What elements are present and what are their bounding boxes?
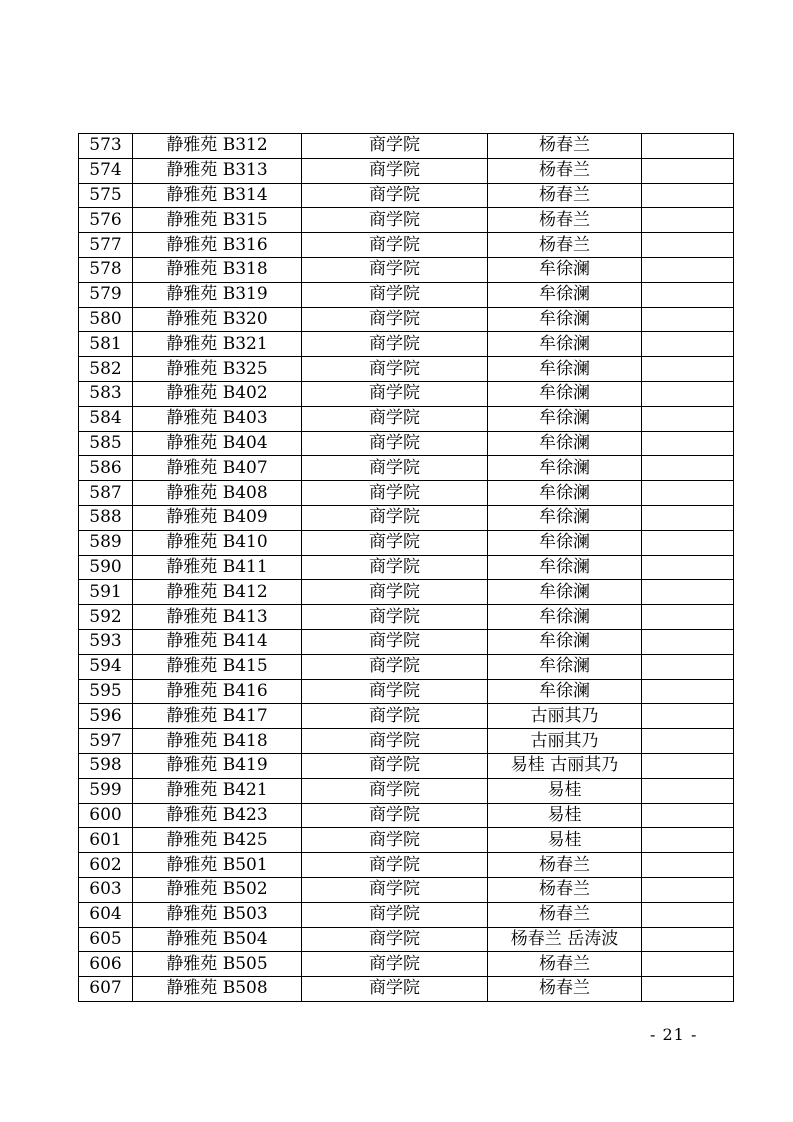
- room-cell: 静雅苑 B414: [133, 629, 302, 654]
- college-cell: 商学院: [302, 183, 488, 208]
- table-row: [79, 853, 734, 878]
- note-cell: [642, 580, 734, 605]
- row-number-cell: 592: [79, 605, 133, 630]
- note-cell: [642, 977, 734, 1002]
- room-cell: 静雅苑 B417: [133, 704, 302, 729]
- note-cell: [642, 704, 734, 729]
- room-cell: 静雅苑 B403: [133, 406, 302, 431]
- row-number-cell: 591: [79, 580, 133, 605]
- room-cell: 静雅苑 B325: [133, 357, 302, 382]
- row-number-cell: 593: [79, 629, 133, 654]
- college-cell: 商学院: [302, 233, 488, 258]
- room-cell: 静雅苑 B416: [133, 679, 302, 704]
- table-row: [79, 753, 734, 778]
- roster-table-body: [79, 134, 734, 1002]
- note-cell: [642, 753, 734, 778]
- row-number-cell: 604: [79, 902, 133, 927]
- row-number-cell: 576: [79, 208, 133, 233]
- table-row: [79, 406, 734, 431]
- staff-cell: 杨春兰: [488, 158, 642, 183]
- row-number-cell: 578: [79, 257, 133, 282]
- note-cell: [642, 778, 734, 803]
- table-row: [79, 729, 734, 754]
- room-cell: 静雅苑 B312: [133, 134, 302, 159]
- table-row: [79, 134, 734, 159]
- note-cell: [642, 332, 734, 357]
- table-row: [79, 877, 734, 902]
- college-cell: 商学院: [302, 208, 488, 233]
- college-cell: 商学院: [302, 406, 488, 431]
- table-row: [79, 927, 734, 952]
- table-row: [79, 530, 734, 555]
- room-cell: 静雅苑 B503: [133, 902, 302, 927]
- staff-cell: 杨春兰: [488, 902, 642, 927]
- note-cell: [642, 828, 734, 853]
- row-number-cell: 607: [79, 977, 133, 1002]
- row-number-cell: 573: [79, 134, 133, 159]
- staff-cell: 杨春兰: [488, 183, 642, 208]
- room-cell: 静雅苑 B425: [133, 828, 302, 853]
- room-cell: 静雅苑 B404: [133, 431, 302, 456]
- room-cell: 静雅苑 B501: [133, 853, 302, 878]
- row-number-cell: 590: [79, 555, 133, 580]
- row-number-cell: 589: [79, 530, 133, 555]
- row-number-cell: 581: [79, 332, 133, 357]
- college-cell: 商学院: [302, 580, 488, 605]
- row-number-cell: 594: [79, 654, 133, 679]
- room-cell: 静雅苑 B408: [133, 481, 302, 506]
- room-cell: 静雅苑 B409: [133, 505, 302, 530]
- note-cell: [642, 208, 734, 233]
- staff-cell: 牟徐澜: [488, 381, 642, 406]
- row-number-cell: 577: [79, 233, 133, 258]
- college-cell: 商学院: [302, 605, 488, 630]
- college-cell: 商学院: [302, 803, 488, 828]
- note-cell: [642, 679, 734, 704]
- room-cell: 静雅苑 B316: [133, 233, 302, 258]
- row-number-cell: 574: [79, 158, 133, 183]
- table-row: [79, 431, 734, 456]
- college-cell: 商学院: [302, 257, 488, 282]
- table-row: [79, 629, 734, 654]
- college-cell: 商学院: [302, 753, 488, 778]
- room-cell: 静雅苑 B504: [133, 927, 302, 952]
- note-cell: [642, 233, 734, 258]
- note-cell: [642, 134, 734, 159]
- college-cell: 商学院: [302, 431, 488, 456]
- college-cell: 商学院: [302, 679, 488, 704]
- table-row: [79, 803, 734, 828]
- room-cell: 静雅苑 B413: [133, 605, 302, 630]
- staff-cell: 牟徐澜: [488, 505, 642, 530]
- room-cell: 静雅苑 B318: [133, 257, 302, 282]
- staff-cell: 杨春兰: [488, 853, 642, 878]
- note-cell: [642, 357, 734, 382]
- room-cell: 静雅苑 B419: [133, 753, 302, 778]
- staff-cell: 牟徐澜: [488, 332, 642, 357]
- row-number-cell: 606: [79, 952, 133, 977]
- room-cell: 静雅苑 B415: [133, 654, 302, 679]
- staff-cell: 易桂 古丽其乃: [488, 753, 642, 778]
- college-cell: 商学院: [302, 332, 488, 357]
- staff-cell: 易桂: [488, 803, 642, 828]
- note-cell: [642, 654, 734, 679]
- staff-cell: 牟徐澜: [488, 307, 642, 332]
- row-number-cell: 600: [79, 803, 133, 828]
- college-cell: 商学院: [302, 530, 488, 555]
- college-cell: 商学院: [302, 729, 488, 754]
- row-number-cell: 596: [79, 704, 133, 729]
- room-cell: 静雅苑 B412: [133, 580, 302, 605]
- note-cell: [642, 605, 734, 630]
- table-row: [79, 605, 734, 630]
- college-cell: 商学院: [302, 654, 488, 679]
- room-cell: 静雅苑 B402: [133, 381, 302, 406]
- room-cell: 静雅苑 B321: [133, 332, 302, 357]
- row-number-cell: 582: [79, 357, 133, 382]
- note-cell: [642, 431, 734, 456]
- room-cell: 静雅苑 B410: [133, 530, 302, 555]
- staff-cell: 杨春兰: [488, 877, 642, 902]
- staff-cell: 杨春兰: [488, 134, 642, 159]
- college-cell: 商学院: [302, 456, 488, 481]
- college-cell: 商学院: [302, 877, 488, 902]
- row-number-cell: 583: [79, 381, 133, 406]
- college-cell: 商学院: [302, 704, 488, 729]
- note-cell: [642, 307, 734, 332]
- table-row: [79, 332, 734, 357]
- row-number-cell: 587: [79, 481, 133, 506]
- note-cell: [642, 481, 734, 506]
- note-cell: [642, 158, 734, 183]
- staff-cell: 牟徐澜: [488, 629, 642, 654]
- row-number-cell: 603: [79, 877, 133, 902]
- note-cell: [642, 927, 734, 952]
- table-row: [79, 357, 734, 382]
- college-cell: 商学院: [302, 307, 488, 332]
- college-cell: 商学院: [302, 357, 488, 382]
- table-row: [79, 505, 734, 530]
- staff-cell: 牟徐澜: [488, 654, 642, 679]
- college-cell: 商学院: [302, 505, 488, 530]
- staff-cell: 牟徐澜: [488, 555, 642, 580]
- note-cell: [642, 629, 734, 654]
- row-number-cell: 588: [79, 505, 133, 530]
- row-number-cell: 575: [79, 183, 133, 208]
- college-cell: 商学院: [302, 853, 488, 878]
- staff-cell: 杨春兰 岳涛波: [488, 927, 642, 952]
- note-cell: [642, 729, 734, 754]
- staff-cell: 杨春兰: [488, 952, 642, 977]
- room-cell: 静雅苑 B320: [133, 307, 302, 332]
- staff-cell: 牟徐澜: [488, 605, 642, 630]
- staff-cell: 牟徐澜: [488, 530, 642, 555]
- note-cell: [642, 902, 734, 927]
- table-row: [79, 481, 734, 506]
- table-row: [79, 233, 734, 258]
- table-row: [79, 778, 734, 803]
- college-cell: 商学院: [302, 902, 488, 927]
- staff-cell: 牟徐澜: [488, 431, 642, 456]
- college-cell: 商学院: [302, 629, 488, 654]
- row-number-cell: 584: [79, 406, 133, 431]
- row-number-cell: 580: [79, 307, 133, 332]
- room-cell: 静雅苑 B319: [133, 282, 302, 307]
- row-number-cell: 579: [79, 282, 133, 307]
- table-row: [79, 580, 734, 605]
- room-cell: 静雅苑 B508: [133, 977, 302, 1002]
- note-cell: [642, 952, 734, 977]
- row-number-cell: 597: [79, 729, 133, 754]
- note-cell: [642, 381, 734, 406]
- note-cell: [642, 530, 734, 555]
- table-row: [79, 952, 734, 977]
- room-cell: 静雅苑 B421: [133, 778, 302, 803]
- table-row: [79, 307, 734, 332]
- table-row: [79, 679, 734, 704]
- note-cell: [642, 183, 734, 208]
- page-number: - 21 -: [650, 1025, 698, 1044]
- row-number-cell: 599: [79, 778, 133, 803]
- table-row: [79, 977, 734, 1002]
- room-cell: 静雅苑 B313: [133, 158, 302, 183]
- college-cell: 商学院: [302, 778, 488, 803]
- note-cell: [642, 877, 734, 902]
- college-cell: 商学院: [302, 555, 488, 580]
- note-cell: [642, 505, 734, 530]
- row-number-cell: 601: [79, 828, 133, 853]
- staff-cell: 易桂: [488, 778, 642, 803]
- college-cell: 商学院: [302, 158, 488, 183]
- note-cell: [642, 555, 734, 580]
- row-number-cell: 585: [79, 431, 133, 456]
- table-row: [79, 654, 734, 679]
- table-row: [79, 208, 734, 233]
- row-number-cell: 605: [79, 927, 133, 952]
- college-cell: 商学院: [302, 134, 488, 159]
- staff-cell: 古丽其乃: [488, 704, 642, 729]
- college-cell: 商学院: [302, 927, 488, 952]
- staff-cell: 古丽其乃: [488, 729, 642, 754]
- college-cell: 商学院: [302, 952, 488, 977]
- row-number-cell: 595: [79, 679, 133, 704]
- note-cell: [642, 406, 734, 431]
- table-row: [79, 828, 734, 853]
- staff-cell: 杨春兰: [488, 208, 642, 233]
- room-cell: 静雅苑 B315: [133, 208, 302, 233]
- note-cell: [642, 456, 734, 481]
- college-cell: 商学院: [302, 828, 488, 853]
- table-row: [79, 183, 734, 208]
- table-row: [79, 704, 734, 729]
- note-cell: [642, 282, 734, 307]
- staff-cell: 杨春兰: [488, 977, 642, 1002]
- college-cell: 商学院: [302, 977, 488, 1002]
- room-cell: 静雅苑 B314: [133, 183, 302, 208]
- room-cell: 静雅苑 B423: [133, 803, 302, 828]
- table-row: [79, 456, 734, 481]
- college-cell: 商学院: [302, 282, 488, 307]
- table-row: [79, 257, 734, 282]
- note-cell: [642, 803, 734, 828]
- row-number-cell: 602: [79, 853, 133, 878]
- staff-cell: 牟徐澜: [488, 406, 642, 431]
- college-cell: 商学院: [302, 381, 488, 406]
- room-cell: 静雅苑 B505: [133, 952, 302, 977]
- table-row: [79, 158, 734, 183]
- staff-cell: 牟徐澜: [488, 580, 642, 605]
- room-cell: 静雅苑 B411: [133, 555, 302, 580]
- staff-cell: 牟徐澜: [488, 357, 642, 382]
- table-row: [79, 902, 734, 927]
- staff-cell: 牟徐澜: [488, 679, 642, 704]
- room-cell: 静雅苑 B418: [133, 729, 302, 754]
- dormitory-roster-table: [78, 133, 734, 1002]
- row-number-cell: 598: [79, 753, 133, 778]
- table-row: [79, 555, 734, 580]
- table-row: [79, 282, 734, 307]
- table-row: [79, 381, 734, 406]
- room-cell: 静雅苑 B502: [133, 877, 302, 902]
- staff-cell: 牟徐澜: [488, 481, 642, 506]
- staff-cell: 牟徐澜: [488, 282, 642, 307]
- staff-cell: 杨春兰: [488, 233, 642, 258]
- note-cell: [642, 853, 734, 878]
- row-number-cell: 586: [79, 456, 133, 481]
- college-cell: 商学院: [302, 481, 488, 506]
- staff-cell: 牟徐澜: [488, 257, 642, 282]
- staff-cell: 易桂: [488, 828, 642, 853]
- staff-cell: 牟徐澜: [488, 456, 642, 481]
- note-cell: [642, 257, 734, 282]
- room-cell: 静雅苑 B407: [133, 456, 302, 481]
